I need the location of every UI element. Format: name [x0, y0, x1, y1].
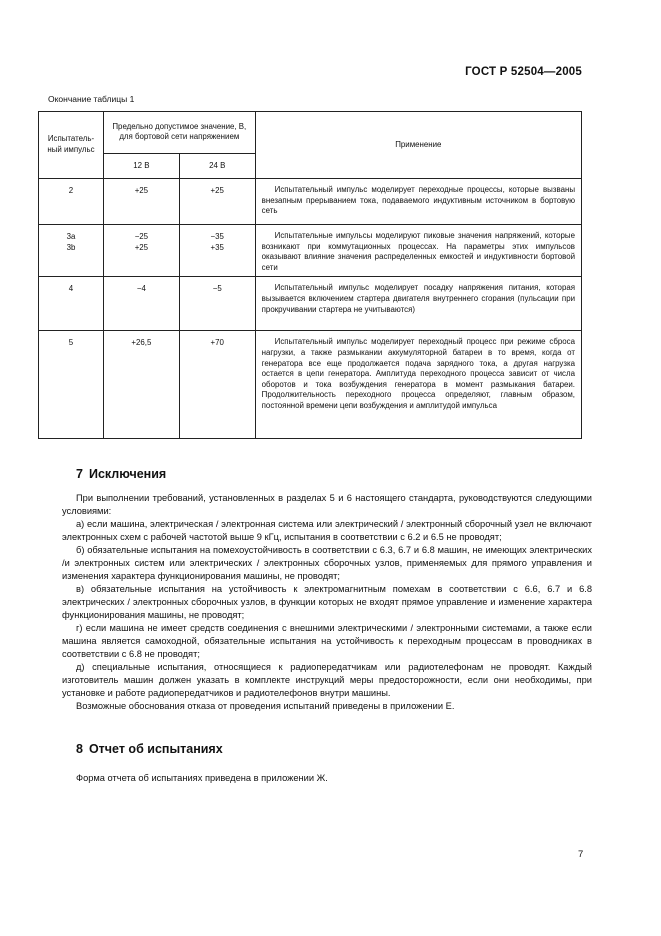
value-12v-b: +25	[134, 242, 149, 252]
cell-12v: +25	[103, 179, 179, 225]
cell-application: Испытательный импульс моделирует посадку напряжения питания, которая вызывается включением стартера двигателя внутреннего сгорания (пульсации при прокручивании стартера не учитываются)	[255, 277, 581, 331]
cell-pulse: 5	[39, 331, 104, 439]
header-pulse: Испытатель-ный импульс	[39, 112, 104, 179]
document-id: ГОСТ Р 52504—2005	[465, 66, 582, 78]
pulse-table	[38, 111, 582, 439]
cell-12v	[103, 225, 179, 277]
list-item: б) обязательные испытания на помехоустойчивость в соответствии с 6.3, 6.7 и 6.8 машин, не имеющих электрических /и электронных систем или электрических / электронных сборочных узлов, применяемых для прямого управления и изменения характера функционирования машины, не проводят;	[62, 545, 592, 581]
section-8-number: 8	[76, 742, 83, 756]
header-24v: 24 В	[179, 153, 255, 178]
section-7-heading	[76, 467, 166, 481]
list-item: в) обязательные испытания на устойчивость к электромагнитным помехам в соответствии с 6.6, 6.7 и 6.8 электрических / электронных сборочных узлов, в функции которых не входят прямое управление и изменение характера функционирования машины, не проводят;	[62, 584, 592, 620]
cell-24v: +25	[179, 179, 255, 225]
value-24v-b: +35	[210, 242, 224, 252]
cell-12v: +26,5	[103, 331, 179, 439]
page-number: 7	[578, 849, 584, 860]
cell-application: Испытательный импульс моделирует переходный процесс при режиме сброса нагрузки, а также размыкании аккумуляторной батареи в то время, когда от генератора все еще продолжается подача зарядного тока, а другая нагрузка остается в цепи генератора. Амплитуда переходного процесса зависит от числа оборотов и тока возбуждения генератора в момент размыкания батареи. Продолжительность переходного процесса определяют, главным образом, постоянной времени цепи возбуждения и амплитудой импульса	[255, 331, 581, 439]
cell-24v	[179, 225, 255, 277]
cell-pulse	[39, 225, 104, 277]
table-caption: Окончание таблицы 1	[48, 94, 135, 104]
table-row	[39, 331, 582, 439]
list-item: г) если машина не имеет средств соединения с внешними электрическими / электронными системами, а также если машина является самоходной, обязательные испытания на устойчивость к переходным процессам в проводниках в соответствии с 6.8 не проводят;	[62, 623, 592, 659]
pulse-3a: 3a	[66, 232, 76, 241]
header-application: Применение	[255, 112, 581, 179]
pulse-3b: 3b	[66, 242, 76, 252]
section-7-title: Исключения	[88, 467, 167, 481]
table-row	[39, 225, 582, 277]
section-8-text: Форма отчета об испытаниях приведена в приложении Ж.	[76, 773, 328, 783]
section-7-body	[62, 492, 592, 713]
cell-pulse: 2	[39, 179, 104, 225]
header-limit-line2: для бортовой сети напряжением	[119, 132, 240, 142]
cell-12v: −4	[103, 277, 179, 331]
section-7-closing: Возможные обоснования отказа от проведения испытаний приведены в приложении Е.	[76, 701, 455, 711]
list-item: а) если машина, электрическая / электронная система или электрический / электронный сборочный узел не включают электронных схем с рабочей частотой выше 9 кГц, испытания в соответствии с 6.2 и 6.5 не проводят;	[62, 519, 592, 542]
header-12v: 12 В	[103, 153, 179, 178]
section-8-title: Отчет об испытаниях	[88, 742, 223, 756]
section-7-intro: При выполнении требований, установленных в разделах 5 и 6 настоящего стандарта, руководствуются следующими условиями:	[62, 493, 592, 516]
value-24v-a: −35	[210, 232, 224, 241]
header-limit-group	[103, 112, 255, 154]
table-row	[39, 179, 582, 225]
cell-24v: −5	[179, 277, 255, 331]
cell-24v: +70	[179, 331, 255, 439]
cell-application: Испытательные импульсы моделируют пиковые значения напряжений, которые возникают при коммутационных процессах. На параметры этих импульсов оказывают влияние значения распределенных емкостей и индуктивности бортовой сети	[255, 225, 581, 277]
table-row	[39, 277, 582, 331]
section-7-number: 7	[76, 467, 83, 481]
section-8-body	[62, 772, 592, 785]
section-8-heading	[76, 742, 223, 756]
header-limit-line1: Предельно допустимое значение, В,	[112, 121, 247, 131]
cell-application: Испытательный импульс моделирует переходные процессы, которые вызваны внезапным прерыванием тока, подаваемого индуктивным источником в бортовую сеть	[255, 179, 581, 225]
cell-pulse: 4	[39, 277, 104, 331]
list-item: д) специальные испытания, относящиеся к радиопередатчикам или радиотелефонам не проводят. Каждый изготовитель машин должен указать в комплекте инструкций меры предосторожности, если они необходимы, при установке и работе радиопередатчиков и радиотелефонов внутри машины.	[62, 662, 592, 698]
value-12v-a: −25	[134, 232, 149, 241]
